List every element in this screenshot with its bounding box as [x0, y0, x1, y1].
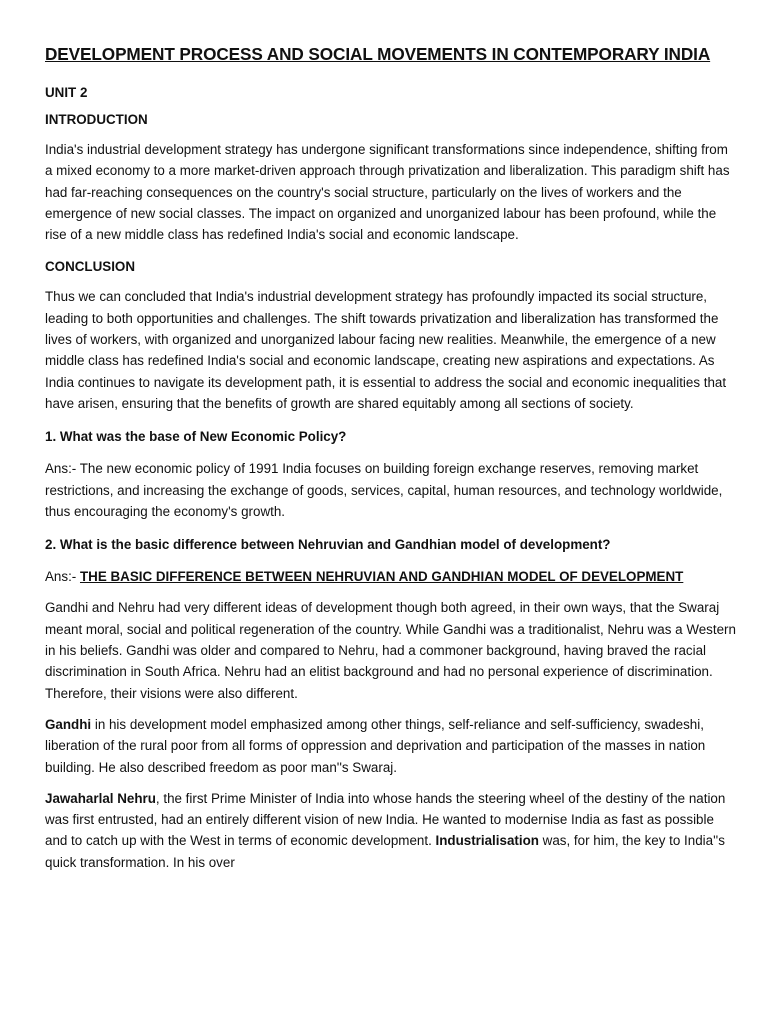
conclusion-paragraph: Thus we can concluded that India's industrial development strategy has profoundly impacted its social structure, leading to both opportunities and challenges. The shift towards privatization and liberalization has transformed the lives of workers, with organized and unorganized labour facing new realities. Meanwhile, the emergence of a new middle class has redefined India's social and economic landscape, creating new aspirations and expectations. As India continues to navigate its development path, it is essential to address the social and economic inequalities that have arisen, ensuring that the benefits of growth are shared equitably among all sections of society.	[45, 289, 727, 411]
answer-1: Ans:- The new economic policy of 1991 India focuses on building foreign exchange reserves, removing market restrictions, and increasing the exchange of goods, services, capital, human resources, and technology worldwide, thus encouraging the economy's growth.	[45, 461, 723, 519]
answer-2-paragraph-1: Gandhi and Nehru had very different ideas of development though both agreed, in their own ways, that the Swaraj meant moral, social and political regeneration of the country. While Gandhi was a traditionalist, Nehru was a Western in his beliefs. Gandhi was older and compared to Nehru, had a commoner background, having braved the racial discrimination in South Africa. Nehru had an elitist background and had no personal experience of discrimination. Therefore, their visions were also different.	[45, 600, 736, 701]
question-2: 2. What is the basic difference between Nehruvian and Gandhian model of development?	[45, 537, 611, 553]
gandhi-paragraph	[45, 714, 738, 778]
gandhi-text: in his development model emphasized among other things, self-reliance and self-sufficiency, swadeshi, liberation of the rural poor from all forms of oppression and deprivation and participation of the masses in nation building. He also described freedom as poor man''s Swaraj.	[45, 716, 706, 775]
answer-2-heading: THE BASIC DIFFERENCE BETWEEN NEHRUVIAN AND GANDHIAN MODEL OF DEVELOPMENT	[79, 569, 684, 585]
gandhi-bold: Gandhi	[45, 716, 92, 732]
nehru-bold: Jawaharlal Nehru	[45, 790, 156, 806]
introduction-paragraph: India's industrial development strategy has undergone significant transformations since independence, shifting from a mixed economy to a more market-driven approach through privatization and liberalization. This paradigm shift has had far-reaching consequences on the country's social structure, particularly on the lives of workers and the emergence of new social classes. The impact on organized and unorganized labour has been profound, while the rise of a new middle class has redefined India's social and economic landscape.	[45, 142, 730, 243]
question-1: 1. What was the base of New Economic Policy?	[45, 429, 347, 445]
answer-prefix: Ans:-	[45, 569, 80, 585]
unit-heading: UNIT 2	[45, 85, 88, 100]
nehru-paragraph	[45, 788, 738, 873]
answer-2-heading-line	[45, 566, 738, 587]
nehru-text: , the first Prime Minister of India into whose hands the steering wheel of the destiny of the nation was first entrusted, had an entirely different vision of new India. He wanted to modernise India as fast as possible and to catch up with the West in terms of economic development.	[45, 790, 726, 849]
conclusion-heading: CONCLUSION	[45, 259, 136, 275]
introduction-heading: INTRODUCTION	[45, 112, 148, 127]
industrialisation-bold: Industrialisation	[435, 833, 539, 849]
industrialisation-text: was, for him, the key to India''s quick transformation. In his over	[45, 833, 725, 870]
document-title: DEVELOPMENT PROCESS AND SOCIAL MOVEMENTS IN CONTEMPORARY INDIA	[45, 44, 711, 64]
